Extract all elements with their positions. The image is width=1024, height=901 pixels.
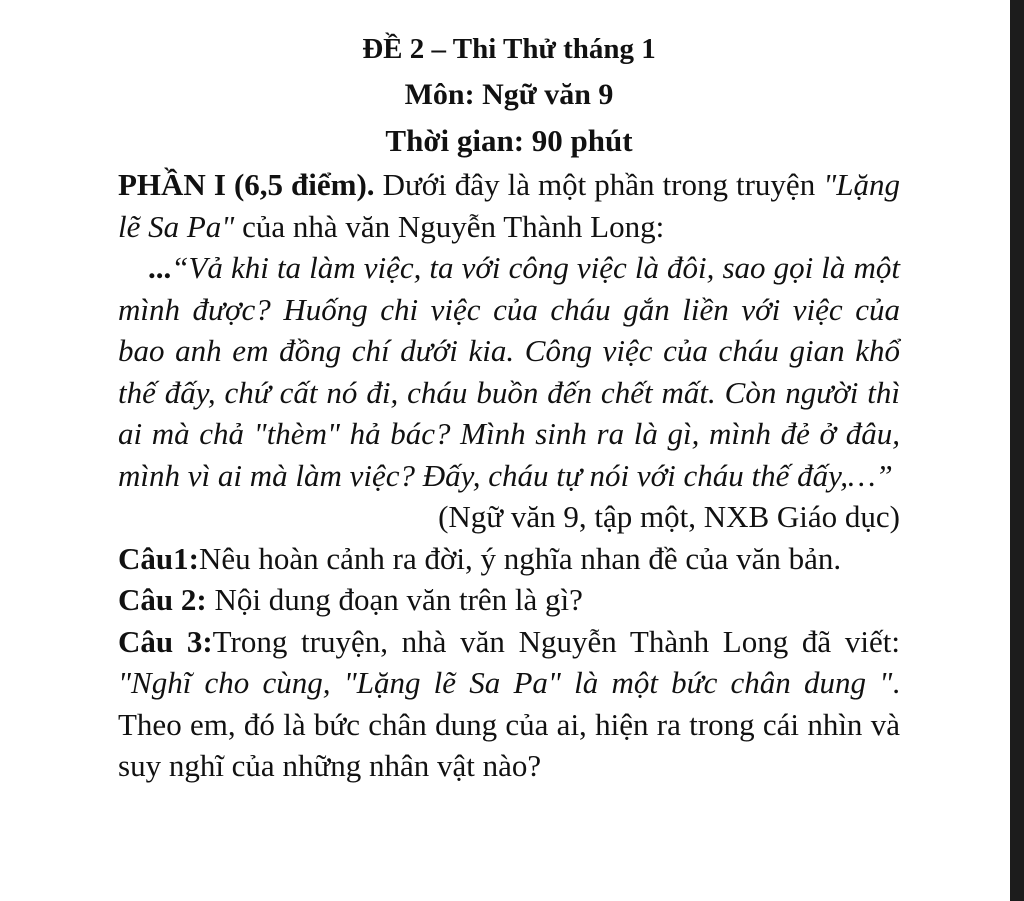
part1-intro-after: của nhà văn Nguyễn Thành Long: bbox=[234, 208, 665, 244]
question-1 bbox=[118, 538, 900, 580]
excerpt-source: (Ngữ văn 9, tập một, NXB Giáo dục) bbox=[438, 499, 900, 534]
exam-page bbox=[118, 26, 900, 787]
question-1-text: Nêu hoàn cảnh ra đời, ý nghĩa nhan đề của văn bản. bbox=[198, 540, 842, 576]
question-3 bbox=[118, 621, 900, 787]
part1-heading: PHẦN I (6,5 điểm). bbox=[118, 167, 375, 202]
part1-intro-before: Dưới đây là một phần trong truyện bbox=[374, 167, 824, 202]
excerpt-quote bbox=[118, 247, 900, 496]
question-3-quote: "Nghĩ cho cùng, "Lặng lẽ Sa Pa" là một bức chân dung " bbox=[118, 665, 893, 700]
story-title: "Lặng lẽ Sa Pa" bbox=[118, 167, 900, 244]
question-3-text-before: Trong truyện, nhà văn Nguyễn Thành Long đã viết: bbox=[212, 623, 900, 659]
quote-text: “Vả khi ta làm việc, ta với công việc là đôi, sao gọi là một mình được? Huống chi việc của cháu gắn liền với việc của bao anh em đồng chí dưới kia. Công việc của cháu gian khổ thế đấy, chứ cất nó đi, cháu buồn đến chết mất. Còn người thì ai mà chả "thèm" hả bác? Mình sinh ra là gì, mình đẻ ở đâu, mình vì ai mà làm việc? Đấy, cháu tự nói với cháu thế đấy,…” bbox=[118, 250, 900, 493]
exam-title: ĐỀ 2 – Thi Thử tháng 1 bbox=[362, 33, 656, 65]
question-1-label: Câu1: bbox=[118, 540, 199, 576]
question-3-text-after: . Theo em, đó là bức chân dung của ai, hiện ra trong cái nhìn và suy nghĩ của những nhân vật nào? bbox=[118, 665, 900, 783]
exam-subject: Môn: Ngữ văn 9 bbox=[404, 78, 614, 111]
question-2-text: Nội dung đoạn văn trên là gì? bbox=[206, 582, 583, 617]
question-2-label: Câu 2: bbox=[118, 582, 207, 617]
question-2 bbox=[118, 579, 900, 621]
exam-duration: Thời gian: 90 phút bbox=[385, 123, 633, 158]
question-3-label: Câu 3: bbox=[118, 623, 213, 659]
part1-intro bbox=[118, 164, 900, 247]
right-edge-border bbox=[1010, 0, 1024, 901]
quote-lead: ... bbox=[148, 250, 172, 285]
